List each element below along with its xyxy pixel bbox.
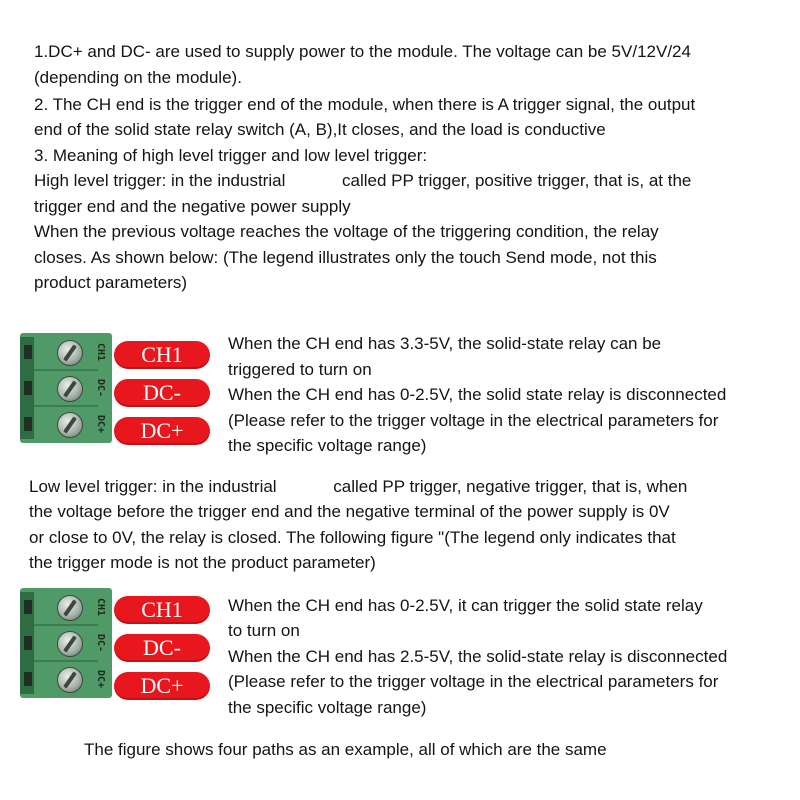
terminal-slot [24,417,32,431]
screw-icon [57,595,83,621]
intro-line: 1.DC+ and DC- are used to supply power to the module. The voltage can be 5V/12V/24 [34,42,691,61]
terminal-slot [24,672,32,686]
screw-icon [57,376,83,402]
intro-line: High level trigger: in the industrial called PP trigger, positive trigger, that is, at the [34,171,692,190]
figure-description-line: When the CH end has 0-2.5V, the solid state relay is disconnected [228,385,727,404]
low-trigger-line: the voltage before the trigger end and the negative terminal of the power supply is 0V [29,502,670,521]
pin-label: CH1 [95,598,106,617]
figure-description-line: (Please refer to the trigger voltage in the electrical parameters for [228,411,719,430]
screw-icon [57,412,83,438]
terminal-tag: DC- [114,379,210,407]
pin-label: DC- [95,634,106,653]
figure-description-line: (Please refer to the trigger voltage in the electrical parameters for [228,672,719,691]
figure-description-line: the specific voltage range) [228,698,427,717]
terminal-divider [34,369,98,371]
intro-line: trigger end and the negative power supply [34,197,351,216]
terminal-slot [24,381,32,395]
intro-line: closes. As shown below: (The legend illustrates only the touch Send mode, not this [34,248,657,267]
screw-icon [57,631,83,657]
low-trigger-line: the trigger mode is not the product parameter) [29,553,376,572]
terminal-tag: DC- [114,634,210,662]
terminal-divider [34,624,98,626]
figure-description-line: When the CH end has 0-2.5V, it can trigger the solid state relay [228,596,703,615]
terminal-tag: DC+ [114,672,210,700]
terminal-slot [24,345,32,359]
terminal-block [20,588,112,698]
intro-line: When the previous voltage reaches the voltage of the triggering condition, the relay [34,222,659,241]
terminal-block [20,333,112,443]
intro-line: (depending on the module). [34,68,242,87]
intro-line: 2. The CH end is the trigger end of the module, when there is A trigger signal, the output [34,95,696,114]
terminal-divider [34,405,98,407]
terminal-tag: DC+ [114,417,210,445]
figure-description-line: When the CH end has 3.3-5V, the solid-state relay can be [228,334,662,353]
screw-icon [57,667,83,693]
intro-line: product parameters) [34,273,188,292]
pin-label: CH1 [95,343,106,362]
low-trigger-line: or close to 0V, the relay is closed. The following figure "(The legend only indicates that [29,528,676,547]
footer-note: The figure shows four paths as an example, all of which are the same [84,740,607,759]
terminal-slot [24,636,32,650]
terminal-tag: CH1 [114,596,210,624]
terminal-slot [24,600,32,614]
figure-description-line: the specific voltage range) [228,436,427,455]
pin-label: DC+ [95,670,106,689]
terminal-divider [34,660,98,662]
pin-label: DC- [95,379,106,398]
intro-line: 3. Meaning of high level trigger and low level trigger: [34,146,428,165]
pin-label: DC+ [95,415,106,434]
figure-description-line: to turn on [228,621,300,640]
terminal-tag: CH1 [114,341,210,369]
screw-icon [57,340,83,366]
figure-description-line: When the CH end has 2.5-5V, the solid-state relay is disconnected [228,647,728,666]
intro-line: end of the solid state relay switch (A, B),It closes, and the load is conductive [34,120,606,139]
figure-description-line: triggered to turn on [228,360,372,379]
low-trigger-line: Low level trigger: in the industrial called PP trigger, negative trigger, that is, when [29,477,688,496]
